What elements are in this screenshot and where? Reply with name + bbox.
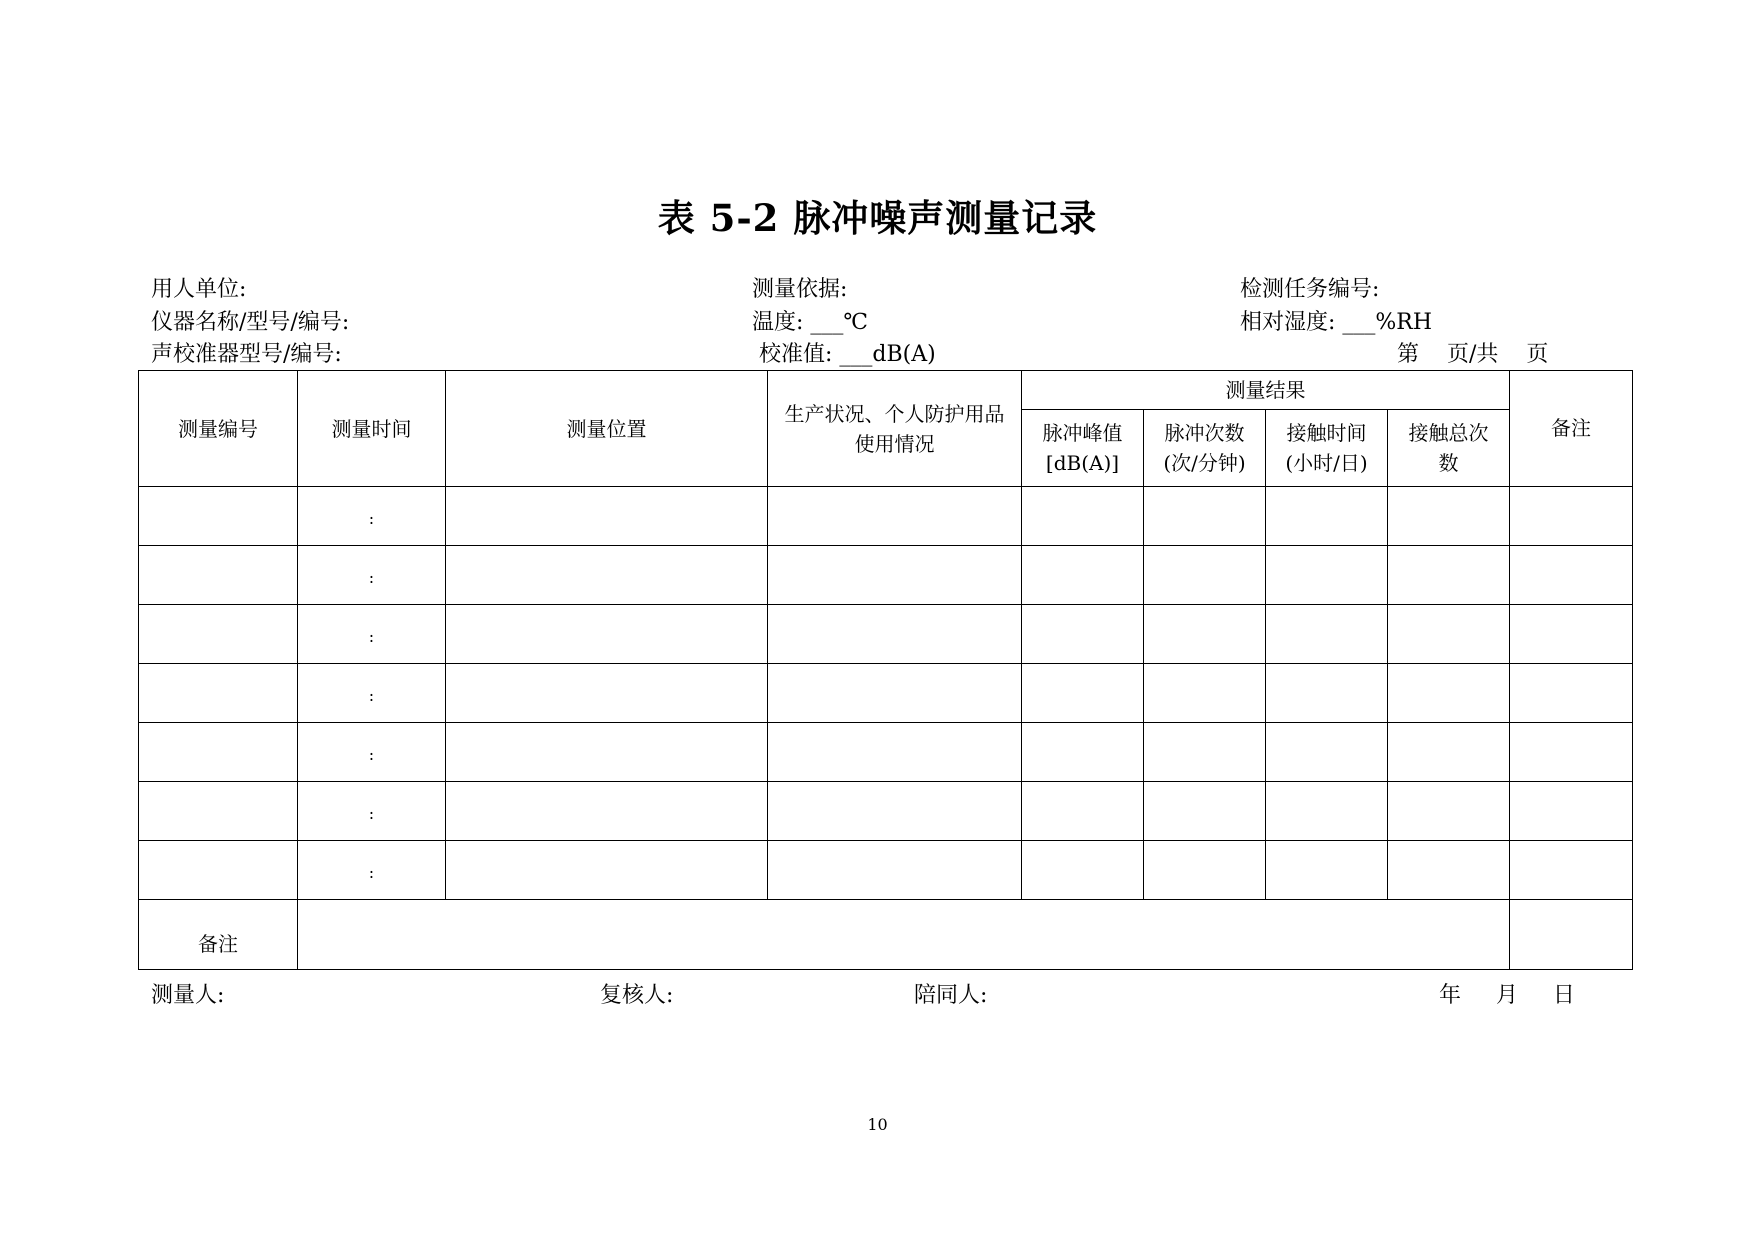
cell-measure-no[interactable] <box>139 546 298 605</box>
page-title: 表 5-2 脉冲噪声测量记录 <box>657 196 1098 240</box>
header-location: 测量位置 <box>446 371 768 487</box>
time-separator: : <box>368 686 375 705</box>
table-row <box>139 664 1633 723</box>
header-production-line2: 使用情况 <box>854 431 935 456</box>
cell-production[interactable] <box>768 841 1022 900</box>
header-total-line1: 接触总次 <box>1408 421 1489 445</box>
cell-peak[interactable] <box>1022 605 1144 664</box>
remarks-row <box>139 900 1633 970</box>
header-count <box>1144 410 1266 487</box>
accompany-label: 陪同人: <box>914 983 988 1008</box>
cell-count[interactable] <box>1144 782 1266 841</box>
cell-location[interactable] <box>446 782 768 841</box>
cell-production[interactable] <box>768 782 1022 841</box>
table-row <box>139 605 1633 664</box>
cell-exposure[interactable] <box>1266 546 1388 605</box>
header-measure-no: 测量编号 <box>139 371 298 487</box>
employer-label: 用人单位: <box>151 277 247 302</box>
header-total <box>1388 410 1510 487</box>
time-separator: : <box>368 627 375 646</box>
footer-remarks-label: 备注 <box>139 900 298 970</box>
measurer-label: 测量人: <box>151 983 225 1008</box>
cell-peak[interactable] <box>1022 723 1144 782</box>
time-separator: : <box>368 804 375 823</box>
header-measure-time: 测量时间 <box>298 371 446 487</box>
cell-remarks[interactable] <box>1510 605 1633 664</box>
footer-remarks-extra[interactable] <box>1510 900 1633 970</box>
cell-production[interactable] <box>768 664 1022 723</box>
table-row <box>139 841 1633 900</box>
header-count-line2: (次/分钟) <box>1163 451 1246 475</box>
cell-remarks[interactable] <box>1510 487 1633 546</box>
cell-measure-no[interactable] <box>139 487 298 546</box>
page-number: 10 <box>867 1115 888 1134</box>
instrument-label: 仪器名称/型号/编号: <box>151 310 350 335</box>
cell-production[interactable] <box>768 723 1022 782</box>
calib-value-label: 校准值: ___dB(A) <box>759 342 936 367</box>
cell-production[interactable] <box>768 605 1022 664</box>
header-total-line2: 数 <box>1438 451 1459 475</box>
table-row <box>139 782 1633 841</box>
cell-remarks[interactable] <box>1510 664 1633 723</box>
cell-exposure[interactable] <box>1266 664 1388 723</box>
cell-measure-time[interactable] <box>298 605 446 664</box>
time-separator: : <box>368 863 375 882</box>
header-count-line1: 脉冲次数 <box>1164 421 1245 445</box>
cell-remarks[interactable] <box>1510 546 1633 605</box>
header-production-line1: 生产状况、个人防护用品 <box>784 401 1005 426</box>
cell-peak[interactable] <box>1022 487 1144 546</box>
cell-measure-time[interactable] <box>298 723 446 782</box>
cell-location[interactable] <box>446 664 768 723</box>
header-exposure <box>1266 410 1388 487</box>
cell-measure-time[interactable] <box>298 546 446 605</box>
cell-total[interactable] <box>1388 605 1510 664</box>
cell-remarks[interactable] <box>1510 723 1633 782</box>
header-peak <box>1022 410 1144 487</box>
cell-measure-time[interactable] <box>298 664 446 723</box>
cell-location[interactable] <box>446 723 768 782</box>
cell-total[interactable] <box>1388 723 1510 782</box>
cell-count[interactable] <box>1144 487 1266 546</box>
page-count-label: 第 页/共 页 <box>1397 342 1549 367</box>
task-no-label: 检测任务编号: <box>1240 277 1380 302</box>
cell-peak[interactable] <box>1022 841 1144 900</box>
cell-count[interactable] <box>1144 546 1266 605</box>
cell-exposure[interactable] <box>1266 782 1388 841</box>
cell-measure-no[interactable] <box>139 605 298 664</box>
cell-measure-no[interactable] <box>139 782 298 841</box>
header-remarks: 备注 <box>1510 371 1633 487</box>
header-results: 测量结果 <box>1022 371 1510 410</box>
cell-total[interactable] <box>1388 782 1510 841</box>
date-label: 年 月 日 <box>1439 983 1575 1008</box>
cell-location[interactable] <box>446 605 768 664</box>
cell-total[interactable] <box>1388 664 1510 723</box>
temperature-label: 温度: ___℃ <box>752 310 869 335</box>
cell-exposure[interactable] <box>1266 487 1388 546</box>
cell-location[interactable] <box>446 841 768 900</box>
cell-production[interactable] <box>768 546 1022 605</box>
cell-total[interactable] <box>1388 487 1510 546</box>
cell-remarks[interactable] <box>1510 782 1633 841</box>
header-exposure-line2: (小时/日) <box>1285 451 1368 475</box>
cell-remarks[interactable] <box>1510 841 1633 900</box>
cell-count[interactable] <box>1144 841 1266 900</box>
cell-count[interactable] <box>1144 723 1266 782</box>
basis-label: 测量依据: <box>752 277 848 302</box>
cell-location[interactable] <box>446 546 768 605</box>
cell-measure-no[interactable] <box>139 664 298 723</box>
cell-measure-time[interactable] <box>298 841 446 900</box>
table-row <box>139 487 1633 546</box>
cell-measure-time[interactable] <box>298 487 446 546</box>
cell-total[interactable] <box>1388 841 1510 900</box>
table-row <box>139 546 1633 605</box>
time-separator: : <box>368 509 375 528</box>
cell-production[interactable] <box>768 487 1022 546</box>
reviewer-label: 复核人: <box>600 983 674 1008</box>
calibrator-label: 声校准器型号/编号: <box>151 342 342 367</box>
cell-location[interactable] <box>446 487 768 546</box>
header-exposure-line1: 接触时间 <box>1286 421 1367 445</box>
cell-exposure[interactable] <box>1266 841 1388 900</box>
time-separator: : <box>368 568 375 587</box>
cell-exposure[interactable] <box>1266 605 1388 664</box>
time-separator: : <box>368 745 375 764</box>
cell-measure-no[interactable] <box>139 841 298 900</box>
header-production <box>768 371 1022 487</box>
humidity-label: 相对湿度: ___%RH <box>1240 310 1433 335</box>
cell-count[interactable] <box>1144 605 1266 664</box>
cell-measure-time[interactable] <box>298 782 446 841</box>
table-row <box>139 723 1633 782</box>
noise-record-table <box>138 370 1633 970</box>
cell-peak[interactable] <box>1022 664 1144 723</box>
cell-total[interactable] <box>1388 546 1510 605</box>
cell-measure-no[interactable] <box>139 723 298 782</box>
cell-peak[interactable] <box>1022 546 1144 605</box>
cell-count[interactable] <box>1144 664 1266 723</box>
cell-exposure[interactable] <box>1266 723 1388 782</box>
footer-remarks-field[interactable] <box>298 900 1510 970</box>
header-peak-line2: [dB(A)] <box>1045 451 1120 475</box>
header-peak-line1: 脉冲峰值 <box>1042 421 1123 445</box>
cell-peak[interactable] <box>1022 782 1144 841</box>
